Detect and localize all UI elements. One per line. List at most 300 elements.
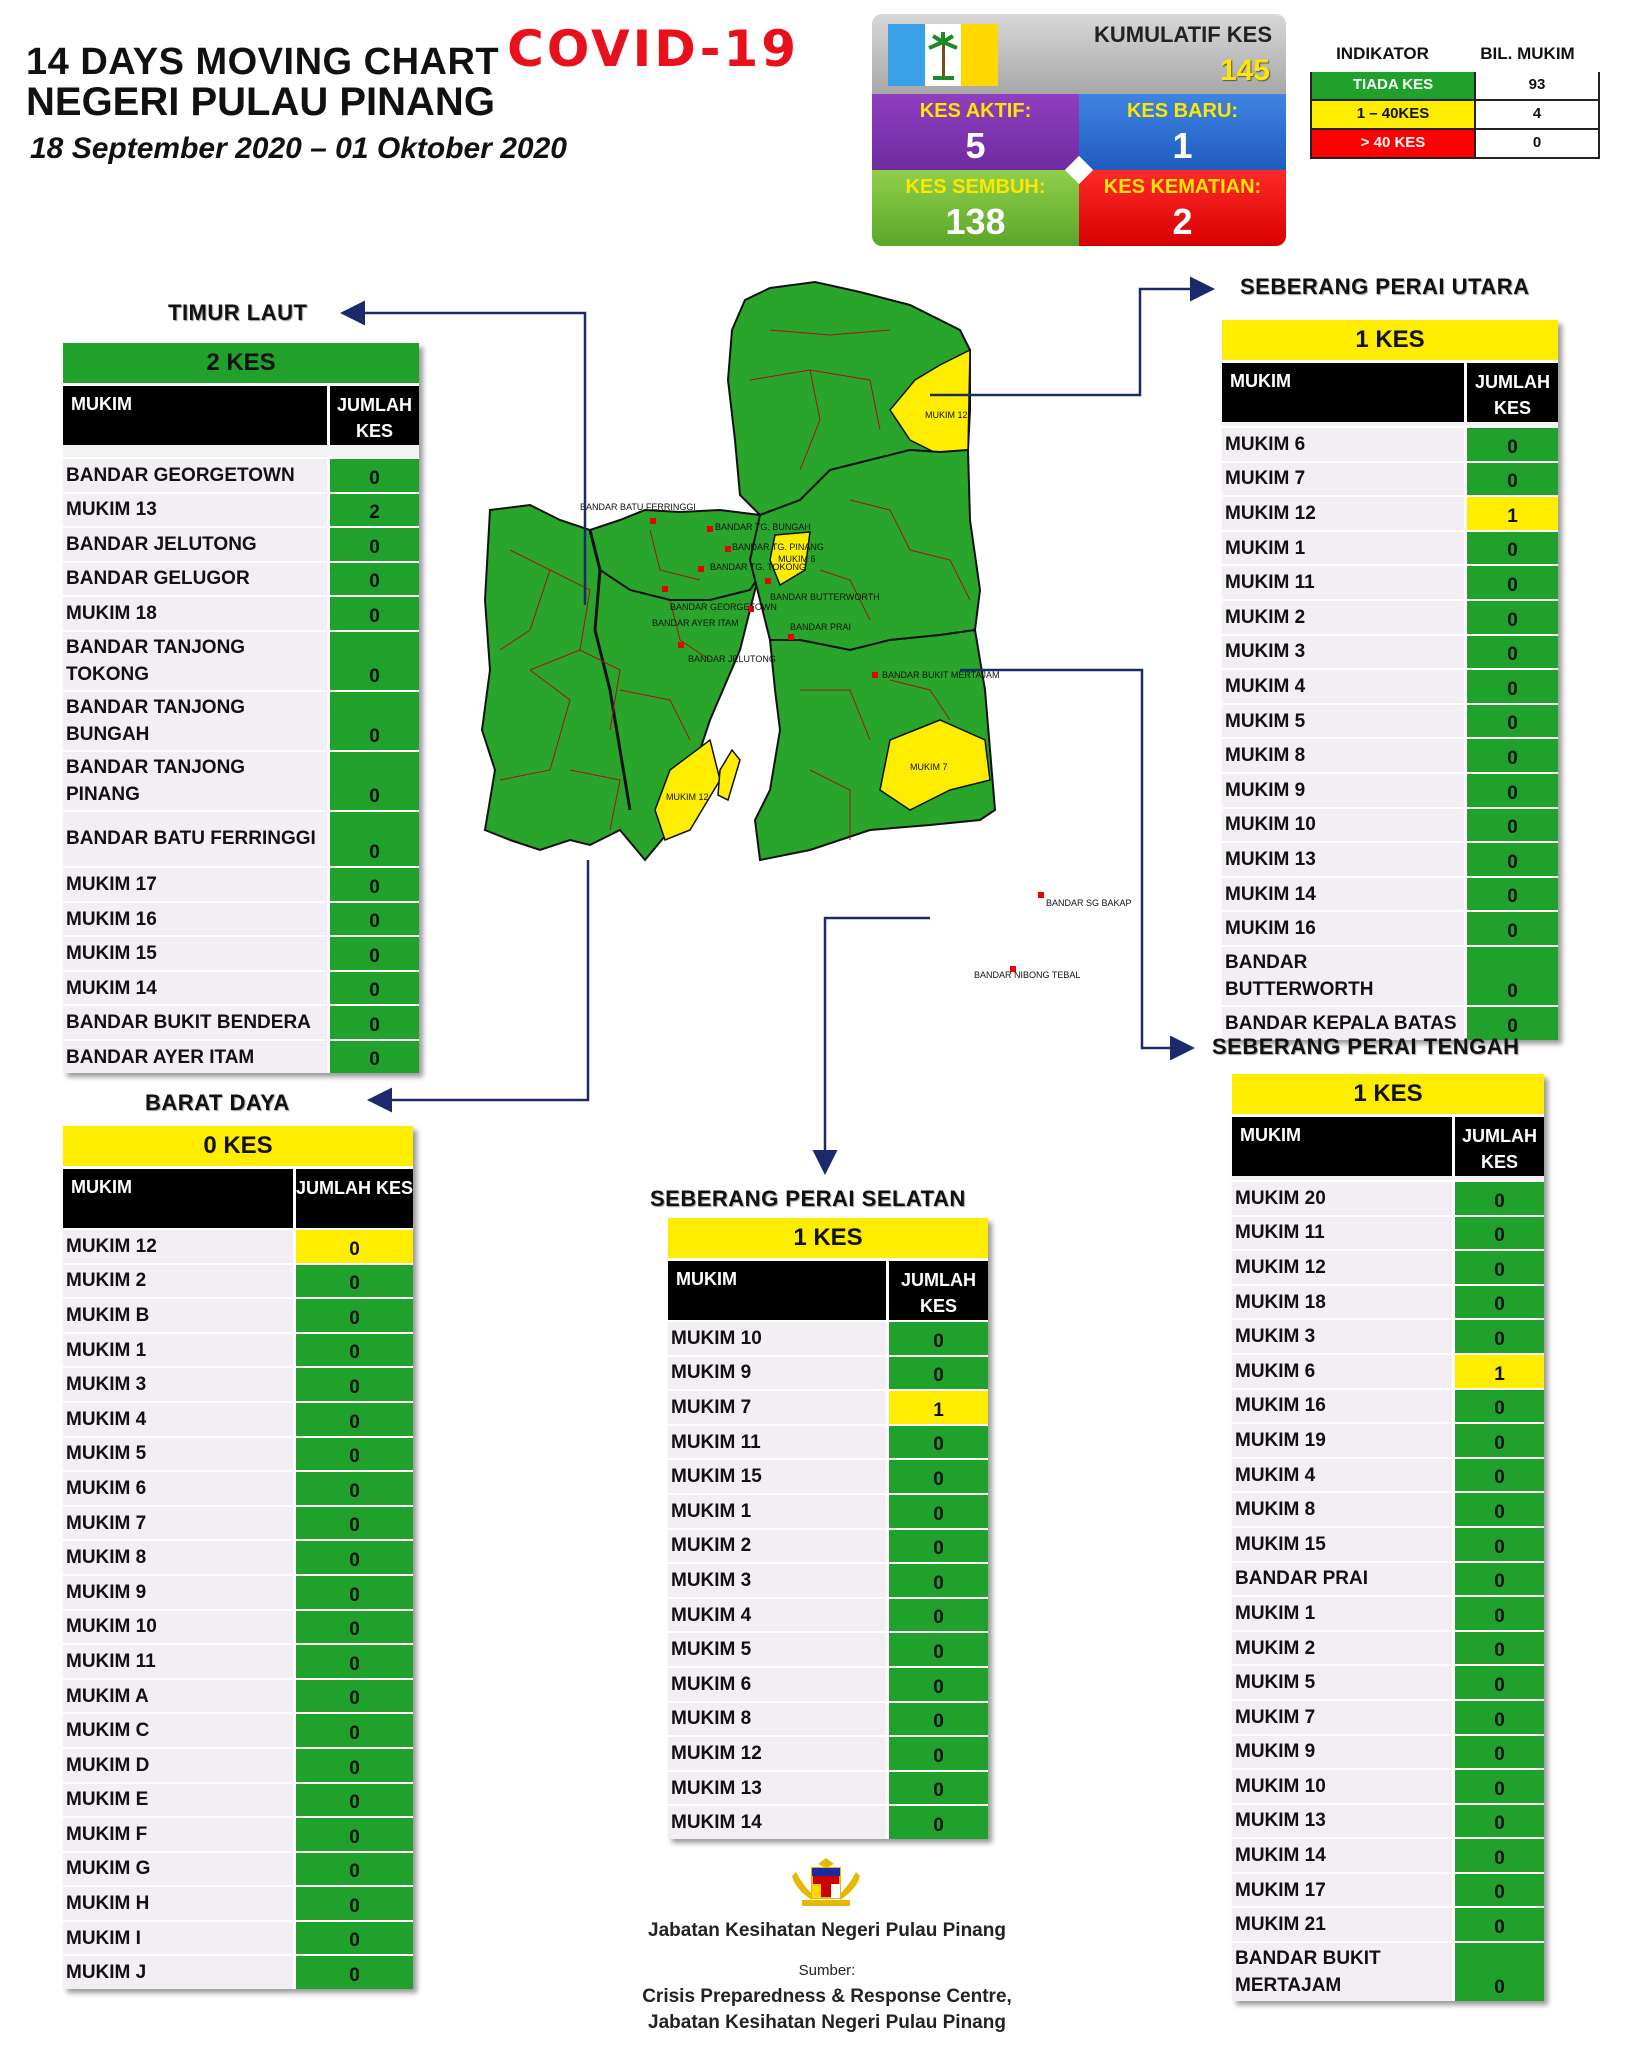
mukim-name: MUKIM 17	[63, 868, 327, 901]
case-count: 0	[293, 1714, 413, 1747]
case-count: 0	[1452, 1217, 1544, 1250]
table-row	[63, 970, 419, 1005]
table-row	[668, 1562, 988, 1597]
table-row	[63, 1366, 413, 1401]
legend-label: > 40 KES	[1312, 130, 1476, 157]
case-count: 0	[293, 1645, 413, 1678]
case-count: 0	[886, 1357, 988, 1390]
case-count: 0	[1464, 636, 1558, 669]
case-count: 0	[327, 937, 419, 970]
mukim-name: MUKIM 5	[1222, 705, 1464, 738]
mukim-name: MUKIM 15	[1232, 1528, 1452, 1561]
case-count: 0	[327, 1006, 419, 1039]
case-count: 0	[886, 1806, 988, 1839]
table-row	[1232, 1526, 1544, 1561]
mukim-name: MUKIM 11	[668, 1426, 886, 1459]
case-count: 0	[1464, 878, 1558, 911]
mukim-name: MUKIM F	[63, 1818, 293, 1851]
mukim-name: BANDAR BUTTERWORTH	[1222, 947, 1464, 1005]
table-row	[63, 457, 419, 492]
table-row	[1232, 1422, 1544, 1457]
legend-value: 0	[1476, 130, 1598, 157]
mukim-name: MUKIM 1	[668, 1495, 886, 1528]
case-count: 1	[886, 1391, 988, 1424]
case-count: 0	[1464, 809, 1558, 842]
mukim-name: MUKIM I	[63, 1922, 293, 1955]
table-row	[1232, 1388, 1544, 1423]
mukim-name: MUKIM 16	[1222, 912, 1464, 945]
case-count: 0	[293, 1265, 413, 1298]
new-label: KES BARU:	[1126, 100, 1239, 122]
case-count: 0	[327, 459, 419, 492]
mukim-name: MUKIM 10	[1222, 809, 1464, 842]
mukim-name: MUKIM 4	[1232, 1459, 1452, 1492]
mukim-name: MUKIM 16	[63, 903, 327, 936]
table-row	[668, 1493, 988, 1528]
table-row	[1222, 910, 1558, 945]
table-row	[1232, 1872, 1544, 1907]
case-count: 0	[293, 1784, 413, 1817]
district-title-timur-laut: TIMUR LAUT	[168, 300, 308, 325]
table-row	[63, 1332, 413, 1367]
table-row	[63, 526, 419, 561]
case-count: 0	[1464, 912, 1558, 945]
case-count: 0	[1452, 1632, 1544, 1665]
mukim-name: BANDAR GEORGETOWN	[63, 459, 327, 492]
case-count: 0	[327, 528, 419, 561]
case-count: 0	[1452, 1493, 1544, 1526]
map-label-ayer-itam: BANDAR AYER ITAM	[652, 618, 739, 628]
table-row	[1232, 1906, 1544, 1941]
mukim-name: MUKIM 12	[668, 1737, 886, 1770]
mukim-name: MUKIM 16	[1232, 1390, 1452, 1423]
mukim-name: MUKIM D	[63, 1749, 293, 1782]
table-row	[1232, 1768, 1544, 1803]
map-label-jelutong: BANDAR JELUTONG	[688, 654, 776, 664]
mukim-name: MUKIM 13	[668, 1772, 886, 1805]
case-count: 0	[327, 972, 419, 1005]
mukim-name: MUKIM 21	[1232, 1908, 1452, 1941]
table-row	[63, 1643, 413, 1678]
table-row	[1232, 1457, 1544, 1492]
footer-source-line2: Jabatan Kesihatan Negeri Pulau Pinang	[648, 2012, 1006, 2033]
table-row	[668, 1528, 988, 1563]
case-count: 0	[293, 1680, 413, 1713]
case-count: 1	[1464, 497, 1558, 530]
table-row	[1222, 564, 1558, 599]
mukim-name: MUKIM J	[63, 1956, 293, 1989]
case-count: 0	[1464, 601, 1558, 634]
table-row	[63, 1539, 413, 1574]
table-row	[63, 1851, 413, 1886]
legend-col-indicator: INDIKATOR	[1336, 44, 1429, 63]
col-mukim: MUKIM	[676, 1269, 737, 1289]
mukim-name: MUKIM 14	[668, 1806, 886, 1839]
table-row	[1232, 1630, 1544, 1665]
mukim-name: MUKIM 10	[63, 1611, 293, 1644]
table-row	[63, 1297, 413, 1332]
mukim-name: MUKIM 2	[668, 1530, 886, 1563]
table-row	[1222, 530, 1558, 565]
case-count: 0	[886, 1668, 988, 1701]
mukim-name: MUKIM 15	[63, 937, 327, 970]
new-value: 1	[1172, 125, 1193, 166]
case-count: 0	[886, 1322, 988, 1355]
case-count: 0	[1452, 1908, 1544, 1941]
case-count: 0	[1452, 1805, 1544, 1838]
recovered-value: 138	[945, 201, 1006, 242]
table-header	[1222, 360, 1558, 422]
mukim-name: MUKIM 11	[1232, 1217, 1452, 1250]
col-mukim: MUKIM	[1230, 371, 1291, 391]
mukim-name: MUKIM G	[63, 1853, 293, 1886]
mukim-name: MUKIM 8	[1222, 739, 1464, 772]
mukim-name: MUKIM 18	[63, 597, 327, 630]
mukim-name: MUKIM 5	[1232, 1666, 1452, 1699]
table-body	[1222, 426, 1558, 1040]
mukim-name: MUKIM 14	[63, 972, 327, 1005]
case-count: 0	[1452, 1424, 1544, 1457]
mukim-name: MUKIM 9	[1232, 1736, 1452, 1769]
table-row	[1232, 1180, 1544, 1215]
deaths-value: 2	[1172, 201, 1193, 242]
mukim-name: BANDAR GELUGOR	[63, 563, 327, 596]
mukim-name: MUKIM 6	[1222, 428, 1464, 461]
legend-value: 4	[1476, 101, 1598, 128]
district-banner: 2 KES	[63, 343, 419, 383]
table-row	[63, 1678, 413, 1713]
case-count: 0	[327, 903, 419, 936]
table-row	[1232, 1353, 1544, 1388]
mukim-name: MUKIM 5	[63, 1438, 293, 1471]
table-row	[63, 810, 419, 867]
district-title-sp-selatan: SEBERANG PERAI SELATAN	[650, 1186, 966, 1211]
table-row	[668, 1355, 988, 1390]
map-label-prai: BANDAR PRAI	[790, 622, 852, 632]
district-title-sp-utara: SEBERANG PERAI UTARA	[1240, 274, 1530, 299]
table-row	[63, 935, 419, 970]
case-count: 0	[327, 692, 419, 750]
table-row	[1232, 1249, 1544, 1284]
table-row	[668, 1770, 988, 1805]
table-body	[63, 457, 419, 1073]
table-header	[668, 1258, 988, 1320]
table-row	[1232, 1837, 1544, 1872]
mukim-name: MUKIM 2	[1222, 601, 1464, 634]
table-row	[1222, 772, 1558, 807]
mukim-name: MUKIM 8	[668, 1703, 886, 1736]
mukim-name: MUKIM 6	[1232, 1355, 1452, 1388]
case-count: 0	[1464, 566, 1558, 599]
mukim-name: MUKIM 13	[63, 494, 327, 527]
table-row	[63, 1712, 413, 1747]
case-count: 0	[1452, 1251, 1544, 1284]
table-row	[668, 1424, 988, 1459]
mukim-name: MUKIM 11	[63, 1645, 293, 1678]
table-row	[63, 1574, 413, 1609]
table-row	[668, 1631, 988, 1666]
table-body	[668, 1320, 988, 1839]
table-row	[63, 1039, 419, 1074]
case-count: 0	[327, 632, 419, 690]
table-row	[63, 1920, 413, 1955]
mukim-name: BANDAR PRAI	[1232, 1563, 1452, 1596]
table-row	[63, 595, 419, 630]
table-row	[63, 1228, 413, 1263]
case-count: 0	[886, 1426, 988, 1459]
table-barat-daya	[63, 1126, 413, 1989]
mukim-name: MUKIM 6	[63, 1472, 293, 1505]
mukim-name: BANDAR TANJONG PINANG	[63, 752, 327, 810]
date-range: 18 September 2020 – 01 Oktober 2020	[30, 132, 567, 165]
mukim-name: MUKIM H	[63, 1887, 293, 1920]
recovered-label: KES SEMBUH:	[905, 176, 1046, 198]
district-banner: 1 KES	[1232, 1074, 1544, 1114]
mukim-name: MUKIM 14	[1232, 1839, 1452, 1872]
case-count: 0	[1452, 1459, 1544, 1492]
mukim-name: BANDAR JELUTONG	[63, 528, 327, 561]
mukim-name: MUKIM 1	[1222, 532, 1464, 565]
title-covid: COVID-19	[507, 20, 800, 78]
case-count: 0	[293, 1749, 413, 1782]
mukim-name: MUKIM 1	[1232, 1597, 1452, 1630]
case-count: 0	[1464, 739, 1558, 772]
case-count: 0	[1452, 1770, 1544, 1803]
legend-col-count: BIL. MUKIM	[1480, 44, 1575, 63]
case-count: 0	[1452, 1701, 1544, 1734]
map-label-sg-bakap: BANDAR SG BAKAP	[1046, 898, 1132, 908]
case-count: 0	[1452, 1286, 1544, 1319]
case-count: 2	[327, 494, 419, 527]
table-header	[63, 1166, 413, 1228]
table-row	[63, 1436, 413, 1471]
map-label-butterworth: BANDAR BUTTERWORTH	[770, 592, 880, 602]
table-row	[1232, 1664, 1544, 1699]
case-count: 0	[1452, 1666, 1544, 1699]
table-row	[1222, 945, 1558, 1005]
table-row	[668, 1389, 988, 1424]
table-row	[63, 1954, 413, 1989]
mukim-name: MUKIM 13	[1222, 843, 1464, 876]
map-label-nibong-tebal: BANDAR NIBONG TEBAL	[974, 970, 1081, 980]
case-count: 0	[886, 1633, 988, 1666]
table-row	[63, 1885, 413, 1920]
mukim-name: MUKIM 8	[1232, 1493, 1452, 1526]
table-header	[1232, 1114, 1544, 1176]
mukim-name: MUKIM 2	[1232, 1632, 1452, 1665]
table-row	[1222, 461, 1558, 496]
mukim-name: MUKIM 13	[1232, 1805, 1452, 1838]
mukim-name: MUKIM 7	[668, 1391, 886, 1424]
table-row	[1232, 1215, 1544, 1250]
mukim-name: MUKIM 14	[1222, 878, 1464, 911]
mukim-name: MUKIM 3	[1222, 636, 1464, 669]
district-banner: 1 KES	[1222, 320, 1558, 360]
case-count: 0	[327, 868, 419, 901]
malaysia-coat-of-arms-icon	[782, 1854, 870, 1910]
table-row	[1222, 807, 1558, 842]
table-row	[63, 561, 419, 596]
table-sp-utara	[1222, 320, 1558, 1040]
case-count: 1	[1452, 1355, 1544, 1388]
table-row	[1222, 876, 1558, 911]
table-row	[1232, 1699, 1544, 1734]
mukim-name: MUKIM 15	[668, 1460, 886, 1493]
district-title-barat-daya: BARAT DAYA	[145, 1090, 290, 1115]
mukim-name: MUKIM 12	[1222, 497, 1464, 530]
table-body	[63, 1228, 413, 1989]
case-count: 0	[1464, 532, 1558, 565]
mukim-name: BANDAR AYER ITAM	[63, 1041, 327, 1074]
map-label-batu-ferringgi: BANDAR BATU FERRINGGI	[580, 502, 696, 512]
mukim-name: MUKIM 2	[63, 1265, 293, 1298]
col-jumlah: JUMLAH KES	[1464, 363, 1558, 422]
case-count: 0	[886, 1495, 988, 1528]
case-count: 0	[1452, 1528, 1544, 1561]
case-count: 0	[886, 1530, 988, 1563]
table-row	[668, 1458, 988, 1493]
mukim-name: BANDAR BATU FERRINGGI	[63, 812, 327, 867]
mukim-name: BANDAR TANJONG TOKONG	[63, 632, 327, 690]
case-count: 0	[293, 1368, 413, 1401]
case-count: 0	[1464, 947, 1558, 1005]
case-count: 0	[293, 1299, 413, 1332]
title-prefix: 14 DAYS MOVING CHART	[26, 41, 500, 83]
table-row	[668, 1735, 988, 1770]
map-label-bukit-mertajam: BANDAR BUKIT MERTAJAM	[882, 670, 1000, 680]
table-row	[1232, 1595, 1544, 1630]
col-mukim: MUKIM	[1240, 1125, 1301, 1145]
case-count: 0	[1452, 1736, 1544, 1769]
case-count: 0	[293, 1403, 413, 1436]
case-count: 0	[327, 812, 419, 867]
table-row	[63, 690, 419, 750]
table-row	[63, 1263, 413, 1298]
mukim-name: MUKIM 9	[668, 1357, 886, 1390]
mukim-name: MUKIM 4	[63, 1403, 293, 1436]
case-count: 0	[293, 1887, 413, 1920]
map-label-tg-bungah: BANDAR TG. BUNGAH	[715, 522, 811, 532]
case-count: 0	[1452, 1839, 1544, 1872]
table-row	[63, 901, 419, 936]
table-row	[1232, 1941, 1544, 2001]
table-row	[63, 1505, 413, 1540]
district-title-sp-tengah: SEBERANG PERAI TENGAH	[1212, 1034, 1520, 1059]
mukim-name: MUKIM 11	[1222, 566, 1464, 599]
mukim-name: BANDAR BUKIT MERTAJAM	[1232, 1943, 1452, 2001]
case-count: 0	[293, 1334, 413, 1367]
map-label-mukim-12-island: MUKIM 12	[666, 792, 709, 802]
table-row	[63, 1609, 413, 1644]
table-header	[63, 383, 419, 445]
table-row	[1222, 495, 1558, 530]
case-count: 0	[1464, 705, 1558, 738]
deaths-label: KES KEMATIAN:	[1103, 176, 1262, 198]
col-jumlah: JUMLAH KES	[886, 1261, 988, 1320]
case-count: 0	[327, 597, 419, 630]
state-title: NEGERI PULAU PINANG	[26, 80, 495, 124]
table-row	[1222, 426, 1558, 461]
mukim-name: MUKIM 5	[668, 1633, 886, 1666]
table-row	[1222, 599, 1558, 634]
case-count: 0	[293, 1230, 413, 1263]
district-banner: 0 KES	[63, 1126, 413, 1166]
mukim-name: MUKIM 10	[668, 1322, 886, 1355]
case-count: 0	[1464, 1007, 1558, 1040]
table-row	[1222, 668, 1558, 703]
case-count: 0	[327, 563, 419, 596]
table-row	[1232, 1491, 1544, 1526]
mukim-name: MUKIM 20	[1232, 1182, 1452, 1215]
case-count: 0	[293, 1576, 413, 1609]
table-row	[1222, 703, 1558, 738]
table-row	[1232, 1284, 1544, 1319]
case-count: 0	[1452, 1320, 1544, 1353]
map-label-tg-tokong: BANDAR TG. TOKONG	[710, 562, 807, 572]
table-row	[668, 1701, 988, 1736]
case-count: 0	[1452, 1182, 1544, 1215]
mukim-name: MUKIM 4	[668, 1599, 886, 1632]
case-count: 0	[1464, 774, 1558, 807]
mukim-name: MUKIM 12	[63, 1230, 293, 1263]
col-mukim: MUKIM	[71, 394, 132, 414]
table-sp-tengah	[1232, 1074, 1544, 2001]
case-count: 0	[293, 1438, 413, 1471]
mukim-name: MUKIM A	[63, 1680, 293, 1713]
mukim-name: MUKIM 18	[1232, 1286, 1452, 1319]
table-row	[668, 1597, 988, 1632]
case-count: 0	[327, 752, 419, 810]
case-count: 0	[1452, 1390, 1544, 1423]
legend-value: 93	[1476, 72, 1598, 99]
case-count: 0	[886, 1564, 988, 1597]
cumulative-value: 145	[1219, 54, 1270, 87]
mukim-name: BANDAR KEPALA BATAS	[1222, 1007, 1464, 1040]
col-jumlah: JUMLAH KES	[293, 1169, 413, 1228]
case-count: 0	[1452, 1563, 1544, 1596]
footer-agency: Jabatan Kesihatan Negeri Pulau Pinang	[648, 1920, 1006, 1941]
case-count: 0	[293, 1922, 413, 1955]
footer-source-label: Sumber:	[798, 1962, 856, 1979]
case-count: 0	[886, 1599, 988, 1632]
case-count: 0	[886, 1737, 988, 1770]
table-row	[63, 1747, 413, 1782]
table-row	[1222, 634, 1558, 669]
case-count: 0	[1452, 1874, 1544, 1907]
case-count: 0	[293, 1818, 413, 1851]
table-row	[63, 866, 419, 901]
table-row	[1232, 1561, 1544, 1596]
mukim-name: MUKIM 10	[1232, 1770, 1452, 1803]
table-row	[668, 1804, 988, 1839]
mukim-name: MUKIM 7	[63, 1507, 293, 1540]
mukim-name: MUKIM B	[63, 1299, 293, 1332]
case-count: 0	[1464, 670, 1558, 703]
case-count: 0	[327, 1041, 419, 1074]
map-label-mukim-12-utara: MUKIM 12	[925, 410, 968, 420]
mukim-name: MUKIM 4	[1222, 670, 1464, 703]
mukim-name: MUKIM 8	[63, 1541, 293, 1574]
table-row	[63, 630, 419, 690]
mukim-name: MUKIM 9	[63, 1576, 293, 1609]
table-timur-laut	[63, 343, 419, 1073]
mukim-name: MUKIM 1	[63, 1334, 293, 1367]
case-count: 0	[1452, 1597, 1544, 1630]
mukim-name: MUKIM 19	[1232, 1424, 1452, 1457]
case-count: 0	[886, 1460, 988, 1493]
col-mukim: MUKIM	[71, 1177, 132, 1197]
case-count: 0	[1464, 428, 1558, 461]
